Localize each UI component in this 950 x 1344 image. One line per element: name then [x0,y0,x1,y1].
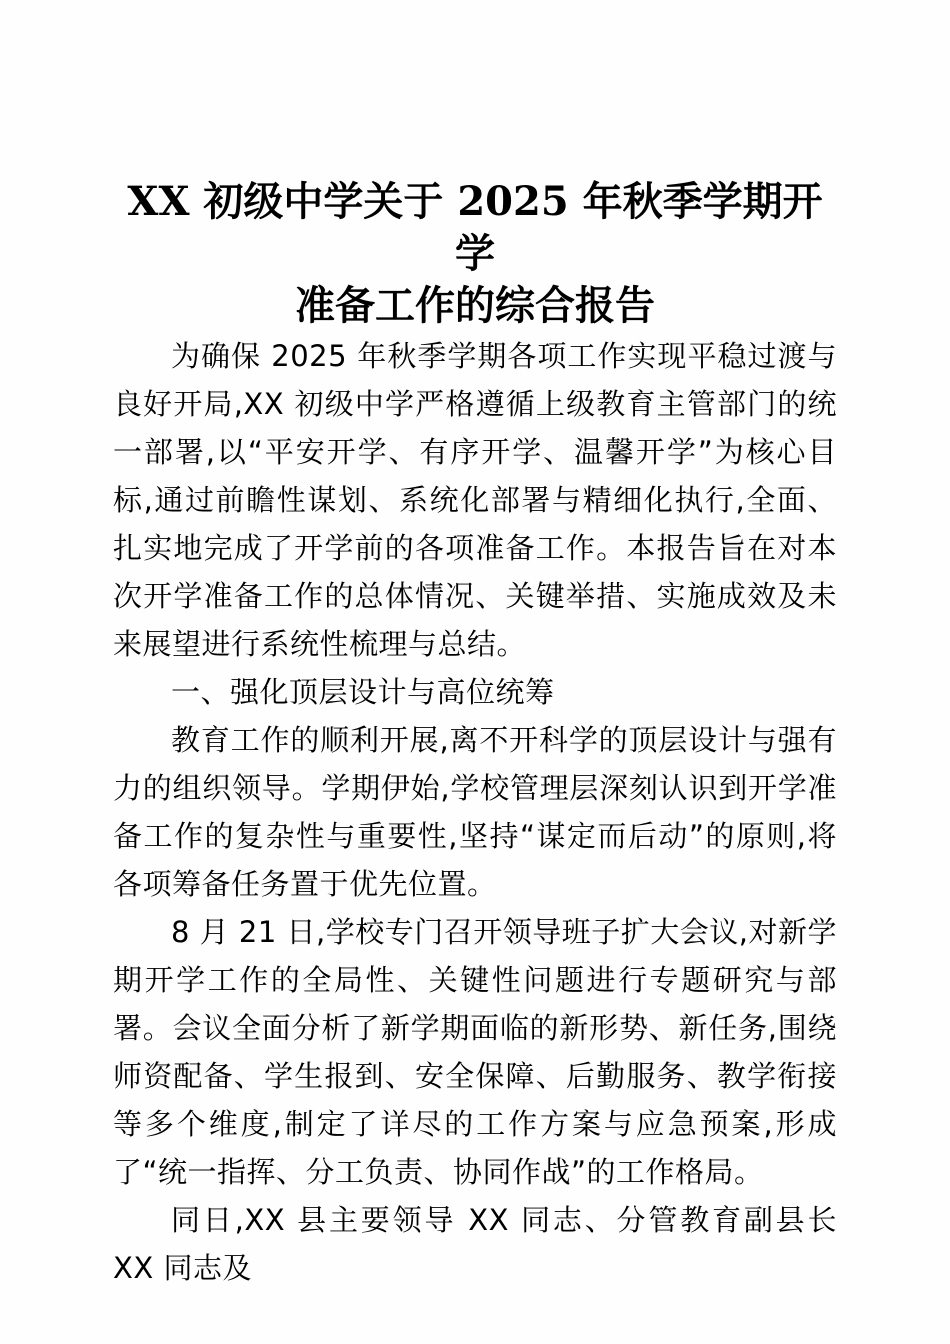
intro-paragraph: 为确保 2025 年秋季学期各项工作实现平稳过渡与良好开局,XX 初级中学严格遵循上级教育主管部门的统一部署,以“平安开学、有序开学、温馨开学”为核心目标,通过前瞻性谋划、系统化部署与精细化执行,全面、扎实地完成了开学前的各项准备工作。本报告旨在对本次开学准备工作的总体情况、关键举措、实施成效及未来展望进行系统性梳理与总结。 [113,339,837,661]
report-title [113,176,837,332]
paragraph-meeting-aug21: 8 月 21 日,学校专门召开领导班子扩大会议,对新学期开学工作的全局性、关键性问题进行专题研究与部署。会议全面分析了新学期面临的新形势、新任务,围绕师资配备、学生报到、安全保障、后勤服务、教学衔接等多个维度,制定了详尽的工作方案与应急预案,形成了“统一指挥、分工负责、协同作战”的工作格局。 [113,915,838,1189]
report-title-line-2: 准备工作的综合报告 [295,282,655,329]
paragraph-top-level-design: 教育工作的顺利开展,离不开科学的顶层设计与强有力的组织领导。学期伊始,学校管理层深刻认识到开学准备工作的复杂性与重要性,坚持“谋定而后动”的原则,将各项筹备任务置于优先位置。 [113,723,837,901]
paragraph-county-leaders: 同日,XX 县主要领导 XX 同志、分管教育副县长 XX 同志及 [113,1203,837,1285]
report-title-line-1: XX 初级中学关于 2025 年秋季学期开学 [127,178,823,277]
section-1-heading: 一、强化顶层设计与高位统筹 [171,675,555,709]
report-body [113,332,837,1292]
